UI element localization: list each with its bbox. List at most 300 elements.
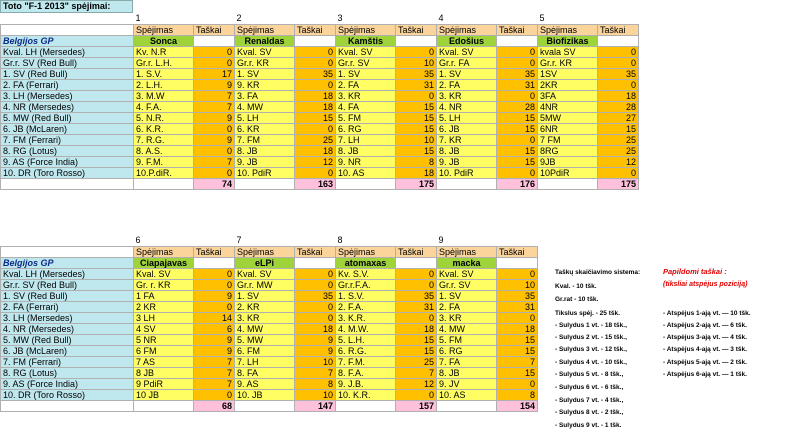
guess-header: Spėjimas <box>134 246 194 257</box>
total-points: 175 <box>396 178 437 189</box>
points-cell[interactable]: 15 <box>497 345 538 356</box>
blank-cell <box>1 246 134 257</box>
guess-header: Spėjimas <box>235 246 295 257</box>
points-cell[interactable]: 9 <box>295 334 336 345</box>
results-table-2 <box>0 235 538 412</box>
guess-cell[interactable]: 7. KR <box>437 134 497 145</box>
guess-cell[interactable]: 7 FM <box>538 134 598 145</box>
spacer <box>295 235 336 246</box>
guess-cell[interactable]: 8. FA <box>235 367 295 378</box>
bonus-title: Papildomi taškai : <box>663 267 727 276</box>
guess-cell[interactable]: 5. LH <box>437 112 497 123</box>
total-points: 175 <box>598 178 639 189</box>
bonus-line: - Atspėjus 3-ają vt. — 4 tšk. <box>663 334 747 341</box>
driver-label: 3. LH (Mersedes) <box>1 312 134 323</box>
points-header: Taškai <box>497 24 538 35</box>
blank-cell <box>1 24 134 35</box>
guess-cell[interactable]: Gr. r. KR <box>134 279 194 290</box>
points-cell[interactable]: 0 <box>295 268 336 279</box>
points-cell[interactable]: 18 <box>598 90 639 101</box>
bonus-line: - Atspėjus 1-ają vt. — 10 tšk. <box>663 310 751 317</box>
guess-cell[interactable]: 8. JB <box>235 145 295 156</box>
points-header: Taškai <box>295 246 336 257</box>
scoring-line: Tikslus spėj. - 25 tšk. <box>555 310 620 317</box>
guess-cell[interactable]: 8. JB <box>336 145 396 156</box>
points-cell[interactable]: 7 <box>497 356 538 367</box>
points-cell[interactable]: 7 <box>194 367 235 378</box>
guess-cell[interactable]: 4. MW <box>235 323 295 334</box>
points-cell[interactable]: 0 <box>598 167 639 178</box>
total-points: 157 <box>396 400 437 411</box>
points-header: Taškai <box>295 24 336 35</box>
guess-header: Spėjimas <box>235 24 295 35</box>
spacer <box>295 13 336 24</box>
points-cell[interactable]: 15 <box>497 123 538 134</box>
guess-cell[interactable]: 2. FA <box>336 79 396 90</box>
total-points: 176 <box>497 178 538 189</box>
driver-label: Kval. LH (Mersedes) <box>1 46 134 57</box>
player-number: 2 <box>235 13 295 24</box>
points-cell[interactable]: 7 <box>396 367 437 378</box>
points-cell[interactable]: 7 <box>194 90 235 101</box>
points-cell[interactable]: 12 <box>396 378 437 389</box>
points-cell[interactable]: 15 <box>396 112 437 123</box>
points-cell[interactable]: 10 <box>396 134 437 145</box>
driver-label: 8. RG (Lotus) <box>1 367 134 378</box>
guess-cell[interactable]: 3FA <box>538 90 598 101</box>
points-cell[interactable]: 0 <box>497 268 538 279</box>
points-cell[interactable]: 0 <box>194 279 235 290</box>
player-name: Sonca <box>134 35 194 46</box>
points-cell[interactable]: 9 <box>194 345 235 356</box>
guess-cell[interactable]: 10. AS <box>437 389 497 400</box>
guess-cell[interactable]: 3. KR <box>336 90 396 101</box>
guess-cell[interactable]: 9. JB <box>235 156 295 167</box>
guess-cell[interactable]: 1. S.V. <box>336 290 396 301</box>
points-cell[interactable]: 0 <box>295 279 336 290</box>
guess-cell[interactable]: 6. JB <box>437 123 497 134</box>
driver-label: 5. MW (Red Bull) <box>1 112 134 123</box>
points-header: Taškai <box>194 24 235 35</box>
guess-cell[interactable]: Gr.r. SV <box>437 279 497 290</box>
points-cell[interactable]: 18 <box>396 323 437 334</box>
total-points: 147 <box>295 400 336 411</box>
points-cell[interactable]: 35 <box>598 68 639 79</box>
guess-cell[interactable]: 6. K.R. <box>134 123 194 134</box>
points-cell[interactable]: 18 <box>396 167 437 178</box>
points-cell[interactable]: 10 <box>295 356 336 367</box>
guess-cell[interactable]: 4. MW <box>437 323 497 334</box>
guess-cell[interactable]: 4. FA <box>336 101 396 112</box>
sheet-title: Toto "F-1 2013" spėjimai: <box>0 0 133 13</box>
points-cell[interactable]: 0 <box>497 46 538 57</box>
guess-cell[interactable]: 9. AS <box>235 378 295 389</box>
guess-cell[interactable]: 7. R.G. <box>134 134 194 145</box>
points-cell[interactable]: 0 <box>194 123 235 134</box>
points-header: Taškai <box>497 246 538 257</box>
total-points: 163 <box>295 178 336 189</box>
points-cell[interactable]: 15 <box>497 145 538 156</box>
guess-cell[interactable]: 4. NR <box>437 101 497 112</box>
points-cell[interactable]: 0 <box>497 167 538 178</box>
guess-cell[interactable]: 1. SV <box>336 68 396 79</box>
spacer <box>194 235 235 246</box>
guess-cell[interactable]: 1. SV <box>235 68 295 79</box>
points-cell[interactable]: 18 <box>295 90 336 101</box>
guess-cell[interactable]: 1. S.V. <box>134 68 194 79</box>
points-cell[interactable]: 0 <box>295 79 336 90</box>
points-cell[interactable]: 0 <box>396 312 437 323</box>
guess-cell[interactable]: 2. FA <box>437 301 497 312</box>
points-cell[interactable]: 35 <box>396 68 437 79</box>
points-cell[interactable]: 14 <box>194 312 235 323</box>
spacer <box>497 13 538 24</box>
points-cell[interactable]: 35 <box>295 68 336 79</box>
scoring-line: - Sulydus 5 vt. - 8 tšk., <box>555 371 624 378</box>
points-cell[interactable]: 31 <box>497 301 538 312</box>
player-name: macka <box>437 257 497 268</box>
points-cell[interactable]: 15 <box>497 112 538 123</box>
player-name: Edošius <box>437 35 497 46</box>
points-cell[interactable]: 15 <box>497 334 538 345</box>
guess-cell[interactable]: 2KR <box>538 79 598 90</box>
scoring-line: - Sulydus 8 vt. - 2 tšk., <box>555 409 624 416</box>
results-table-1 <box>0 13 639 190</box>
player-name: Ciapajavas <box>134 257 194 268</box>
guess-cell[interactable]: 2. L.H. <box>134 79 194 90</box>
guess-cell[interactable]: 10. PdiR <box>437 167 497 178</box>
guess-cell[interactable]: 4NR <box>538 101 598 112</box>
guess-cell[interactable]: 10. PdiR <box>235 167 295 178</box>
guess-cell[interactable]: Gr.r. KR <box>235 57 295 68</box>
points-cell[interactable]: 15 <box>396 145 437 156</box>
guess-cell[interactable]: 1. SV <box>437 68 497 79</box>
points-cell[interactable]: 31 <box>396 79 437 90</box>
points-cell[interactable]: 8 <box>396 156 437 167</box>
points-cell[interactable]: 7 <box>194 378 235 389</box>
scoring-line: - Sulydus 7 vt. - 4 tšk., <box>555 397 624 404</box>
points-cell[interactable]: 9 <box>194 290 235 301</box>
bonus-line: - Atspėjus 2-ają vt. — 6 tšk. <box>663 322 747 329</box>
guess-cell[interactable]: 6. FM <box>235 345 295 356</box>
guess-cell[interactable]: 5MW <box>538 112 598 123</box>
guess-cell[interactable]: 6. KR <box>235 123 295 134</box>
points-cell[interactable]: 7 <box>194 101 235 112</box>
player-number: 1 <box>134 13 194 24</box>
points-cell[interactable]: 15 <box>396 101 437 112</box>
scoring-line: - Sulydus 6 vt. - 6 tšk., <box>555 384 624 391</box>
guess-cell[interactable]: 5. FM <box>336 112 396 123</box>
driver-label: 10. DR (Toro Rosso) <box>1 389 134 400</box>
guess-cell[interactable]: kvala SV <box>538 46 598 57</box>
guess-header: Spėjimas <box>336 24 396 35</box>
guess-cell[interactable]: Gr.r. SV <box>336 57 396 68</box>
points-cell[interactable]: 35 <box>497 68 538 79</box>
points-cell[interactable]: 9 <box>194 134 235 145</box>
guess-cell[interactable]: 9JB <box>538 156 598 167</box>
driver-label: 1. SV (Red Bull) <box>1 68 134 79</box>
player-number: 7 <box>235 235 295 246</box>
player-number: 3 <box>336 13 396 24</box>
guess-cell[interactable]: 5. L.H. <box>336 334 396 345</box>
guess-cell[interactable]: Kval. SV <box>134 268 194 279</box>
points-cell[interactable]: 15 <box>598 123 639 134</box>
guess-cell[interactable]: 3 LH <box>134 312 194 323</box>
guess-cell[interactable]: 6NR <box>538 123 598 134</box>
points-cell[interactable]: 10 <box>295 389 336 400</box>
guess-cell[interactable]: 9. F.M. <box>134 156 194 167</box>
points-cell[interactable]: 35 <box>497 290 538 301</box>
driver-label: 5. MW (Red Bull) <box>1 334 134 345</box>
points-cell[interactable]: 27 <box>598 112 639 123</box>
guess-cell[interactable]: Gr.r.F.A. <box>336 279 396 290</box>
points-cell[interactable]: 28 <box>598 101 639 112</box>
guess-cell[interactable]: Kval. SV <box>437 46 497 57</box>
bonus-line: - Atspėjus 6-ają vt. — 1 tšk. <box>663 371 747 378</box>
points-cell[interactable]: 25 <box>598 145 639 156</box>
guess-cell[interactable]: 3. KR <box>437 90 497 101</box>
scoring-line: - Sulydus 3 vt. - 12 tšk., <box>555 346 627 353</box>
player-name: Renaldas <box>235 35 295 46</box>
points-cell[interactable]: 0 <box>194 389 235 400</box>
spacer <box>194 13 235 24</box>
points-cell[interactable]: 9 <box>194 112 235 123</box>
guess-cell[interactable]: 10PdiR <box>538 167 598 178</box>
driver-label: Kval. LH (Mersedes) <box>1 268 134 279</box>
guess-cell[interactable]: 3. KR <box>235 312 295 323</box>
points-cell[interactable]: 10 <box>497 279 538 290</box>
points-cell[interactable]: 15 <box>396 123 437 134</box>
points-cell[interactable]: 0 <box>194 167 235 178</box>
points-cell[interactable]: 18 <box>295 101 336 112</box>
points-cell[interactable]: 31 <box>396 301 437 312</box>
guess-cell[interactable]: 10 JB <box>134 389 194 400</box>
guess-cell[interactable]: 9. JV <box>437 378 497 389</box>
player-name: Biofizikas <box>538 35 598 46</box>
guess-cell[interactable]: 6 FM <box>134 345 194 356</box>
guess-cell[interactable]: 5. MW <box>235 334 295 345</box>
player-name: atomaxas <box>336 257 396 268</box>
points-cell[interactable]: 9 <box>194 334 235 345</box>
points-cell[interactable]: 12 <box>598 156 639 167</box>
points-cell[interactable]: 7 <box>194 156 235 167</box>
points-cell[interactable]: 0 <box>396 389 437 400</box>
guess-cell[interactable]: 4. M.W. <box>336 323 396 334</box>
guess-cell[interactable]: 6. RG <box>437 345 497 356</box>
race-name: Belgijos GP <box>1 257 134 268</box>
points-cell[interactable]: 0 <box>295 57 336 68</box>
guess-cell[interactable]: Gr.r. KR <box>538 57 598 68</box>
points-cell[interactable]: 15 <box>396 345 437 356</box>
points-cell[interactable]: 0 <box>194 46 235 57</box>
guess-cell[interactable]: 3. FA <box>235 90 295 101</box>
guess-cell[interactable]: 10. AS <box>336 167 396 178</box>
points-cell[interactable]: 15 <box>497 367 538 378</box>
guess-cell[interactable]: Kv. S.V. <box>336 268 396 279</box>
points-cell[interactable]: 0 <box>295 312 336 323</box>
points-cell[interactable]: 0 <box>497 90 538 101</box>
guess-cell[interactable]: 9. KR <box>235 79 295 90</box>
points-header: Taškai <box>194 246 235 257</box>
guess-cell[interactable]: 1 FA <box>134 290 194 301</box>
points-cell[interactable]: 6 <box>194 323 235 334</box>
points-cell[interactable]: 0 <box>598 57 639 68</box>
points-cell[interactable]: 0 <box>194 145 235 156</box>
guess-cell[interactable]: 8. JB <box>437 145 497 156</box>
points-cell[interactable]: 18 <box>497 323 538 334</box>
guess-cell[interactable]: 2 KR <box>134 301 194 312</box>
guess-cell[interactable]: Kv. N.R <box>134 46 194 57</box>
points-cell[interactable]: 0 <box>497 378 538 389</box>
guess-cell[interactable]: 8. A.S. <box>134 145 194 156</box>
guess-cell[interactable]: Gr.r. L.H. <box>134 57 194 68</box>
driver-label: 6. JB (McLaren) <box>1 123 134 134</box>
driver-label: 7. FM (Ferrari) <box>1 356 134 367</box>
total-points: 74 <box>194 178 235 189</box>
points-cell[interactable]: 0 <box>194 268 235 279</box>
points-cell[interactable]: 7 <box>194 356 235 367</box>
guess-cell[interactable]: 6. RG <box>336 123 396 134</box>
guess-cell[interactable]: 1SV <box>538 68 598 79</box>
guess-cell[interactable]: Kval. SV <box>336 46 396 57</box>
points-cell[interactable]: 0 <box>194 301 235 312</box>
points-cell[interactable]: 0 <box>497 57 538 68</box>
guess-cell[interactable]: 7. FA <box>437 356 497 367</box>
guess-cell[interactable]: 4. F.A. <box>134 101 194 112</box>
points-cell[interactable]: 0 <box>396 90 437 101</box>
guess-cell[interactable]: Kval. SV <box>437 268 497 279</box>
points-cell[interactable]: 0 <box>598 46 639 57</box>
points-cell[interactable]: 25 <box>396 356 437 367</box>
bonus-subtitle: (tiksliai atspėjus poziciją) <box>663 281 748 288</box>
scoring-line: - Sulydus 1 vt. - 18 tšk., <box>555 322 627 329</box>
guess-cell[interactable]: 10. K.R. <box>336 389 396 400</box>
guess-cell[interactable]: 3. K.R. <box>336 312 396 323</box>
race-name: Belgijos GP <box>1 35 134 46</box>
spacer <box>396 235 437 246</box>
player-number: 8 <box>336 235 396 246</box>
guess-cell[interactable]: 7. LH <box>235 356 295 367</box>
points-cell[interactable]: 15 <box>497 156 538 167</box>
scoring-line: Gr.rat - 10 tšk. <box>555 296 599 303</box>
driver-label: 2. FA (Ferrari) <box>1 301 134 312</box>
guess-cell[interactable]: 9. JB <box>437 156 497 167</box>
guess-cell[interactable]: 7. F.M. <box>336 356 396 367</box>
player-name: eLPi <box>235 257 295 268</box>
guess-cell[interactable]: Kval. SV <box>235 46 295 57</box>
player-number: 4 <box>437 13 497 24</box>
points-cell[interactable]: 25 <box>598 134 639 145</box>
points-header: Taškai <box>598 24 639 35</box>
guess-cell[interactable]: 8. F.A. <box>336 367 396 378</box>
points-cell[interactable]: 0 <box>598 79 639 90</box>
guess-cell[interactable]: 2. KR <box>235 301 295 312</box>
guess-header: Spėjimas <box>538 24 598 35</box>
guess-cell[interactable]: 5. FM <box>437 334 497 345</box>
guess-cell[interactable]: 1. SV <box>437 290 497 301</box>
guess-cell[interactable]: 5. LH <box>235 112 295 123</box>
points-cell[interactable]: 10 <box>396 57 437 68</box>
points-cell[interactable]: 0 <box>497 312 538 323</box>
points-cell[interactable]: 25 <box>295 134 336 145</box>
points-cell[interactable]: 12 <box>295 156 336 167</box>
points-cell[interactable]: 17 <box>194 68 235 79</box>
points-cell[interactable]: 28 <box>497 101 538 112</box>
guess-cell[interactable]: 5 NR <box>134 334 194 345</box>
points-cell[interactable]: 8 <box>497 389 538 400</box>
points-cell[interactable]: 0 <box>194 57 235 68</box>
points-cell[interactable]: 9 <box>194 79 235 90</box>
points-cell[interactable]: 18 <box>295 145 336 156</box>
guess-cell[interactable]: 5. N.R. <box>134 112 194 123</box>
points-cell[interactable]: 7 <box>295 367 336 378</box>
guess-cell[interactable]: 2. FA <box>437 79 497 90</box>
points-cell[interactable]: 15 <box>396 334 437 345</box>
player-number: 6 <box>134 235 194 246</box>
points-cell[interactable]: 9 <box>295 345 336 356</box>
guess-cell[interactable]: 10. JB <box>235 389 295 400</box>
guess-cell[interactable]: 10.P.diR. <box>134 167 194 178</box>
guess-cell[interactable]: 8. JB <box>437 367 497 378</box>
player-number: 9 <box>437 235 497 246</box>
guess-cell[interactable]: 7. LH <box>336 134 396 145</box>
guess-cell[interactable]: 8 JB <box>134 367 194 378</box>
driver-label: 1. SV (Red Bull) <box>1 290 134 301</box>
points-cell[interactable]: 35 <box>295 290 336 301</box>
guess-cell[interactable]: 8RG <box>538 145 598 156</box>
points-cell[interactable]: 0 <box>295 123 336 134</box>
driver-label: 9. AS (Force India) <box>1 378 134 389</box>
bonus-line: - Atspėjus 5-ają vt. — 2 tšk. <box>663 359 747 366</box>
points-cell[interactable]: 31 <box>497 79 538 90</box>
guess-cell[interactable]: Gr.r. MW <box>235 279 295 290</box>
guess-cell[interactable]: 7 AS <box>134 356 194 367</box>
guess-cell[interactable]: 6. R.G. <box>336 345 396 356</box>
points-cell[interactable]: 0 <box>396 268 437 279</box>
points-cell[interactable]: 8 <box>295 378 336 389</box>
points-cell[interactable]: 0 <box>295 167 336 178</box>
guess-cell[interactable]: 4. MW <box>235 101 295 112</box>
points-cell[interactable]: 0 <box>295 46 336 57</box>
player-name: Kamštis <box>336 35 396 46</box>
points-cell[interactable]: 0 <box>497 134 538 145</box>
driver-label: 6. JB (McLaren) <box>1 345 134 356</box>
guess-cell[interactable]: 9. NR <box>336 156 396 167</box>
points-cell[interactable]: 0 <box>396 46 437 57</box>
guess-cell[interactable]: 3. KR <box>437 312 497 323</box>
points-cell[interactable]: 18 <box>295 323 336 334</box>
points-cell[interactable]: 0 <box>295 301 336 312</box>
guess-cell[interactable]: Gr.r. FA <box>437 57 497 68</box>
guess-cell[interactable]: 9. J.B. <box>336 378 396 389</box>
guess-cell[interactable]: 3. M.W <box>134 90 194 101</box>
guess-cell[interactable]: 4 SV <box>134 323 194 334</box>
guess-cell[interactable]: 2. F.A. <box>336 301 396 312</box>
spacer <box>497 235 538 246</box>
guess-cell[interactable]: Kval. SV <box>235 268 295 279</box>
points-header: Taškai <box>396 24 437 35</box>
scoring-title: Taškų skaičiavimo sistema: <box>555 269 641 276</box>
guess-header: Spėjimas <box>437 24 497 35</box>
driver-label: Gr.r. SV (Red Bull) <box>1 279 134 290</box>
bonus-line: - Atspėjus 4-ają vt. — 3 tšk. <box>663 346 747 353</box>
guess-cell[interactable]: 9 PdiR <box>134 378 194 389</box>
guess-cell[interactable]: 7. FM <box>235 134 295 145</box>
points-cell[interactable]: 35 <box>396 290 437 301</box>
guess-cell[interactable]: 1. SV <box>235 290 295 301</box>
points-cell[interactable]: 0 <box>396 279 437 290</box>
points-cell[interactable]: 15 <box>295 112 336 123</box>
